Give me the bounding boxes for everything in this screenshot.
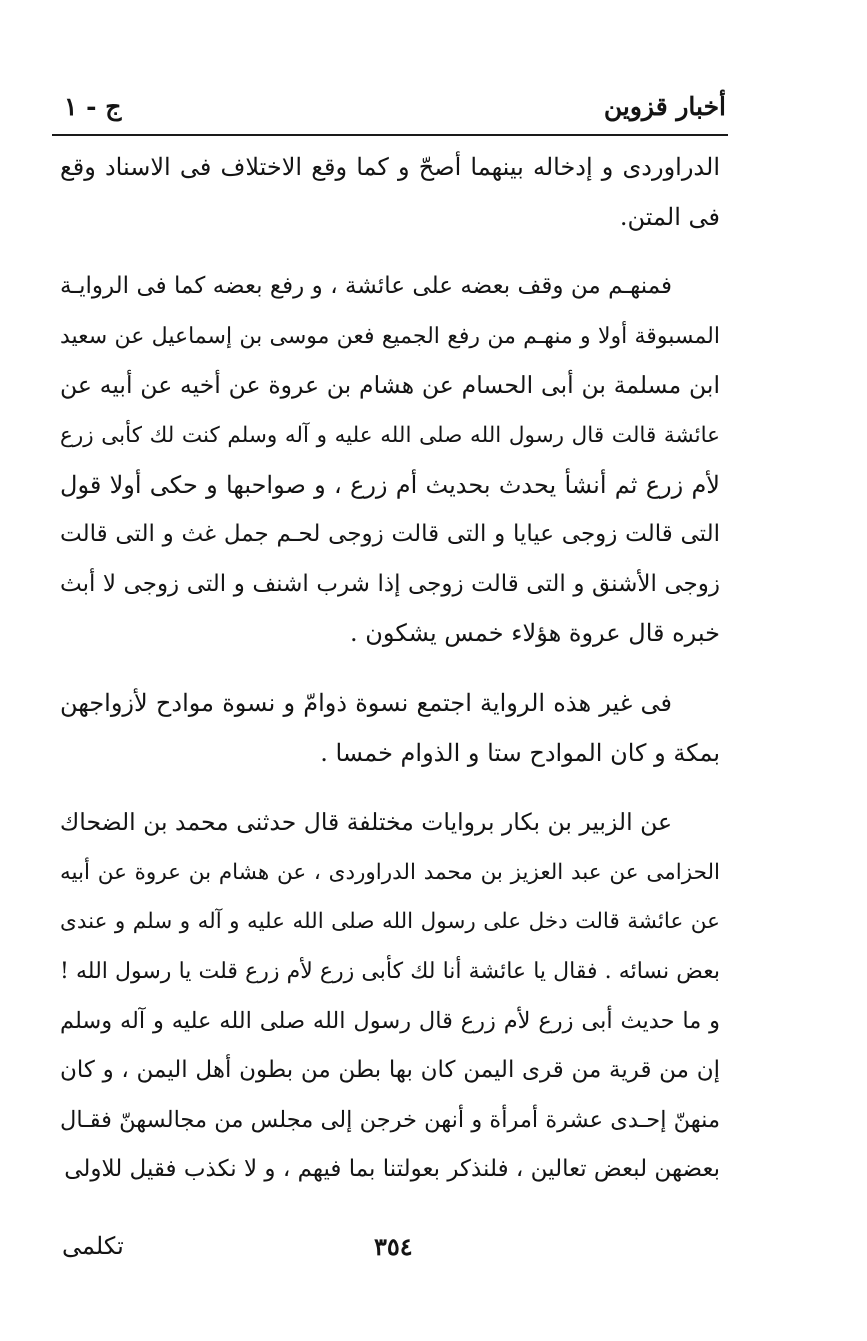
catchword: تكلمى: [62, 1232, 124, 1260]
text-line: إن من قرية من قرى اليمن كان بها بطن من بطون أهل اليمن ، و كان: [60, 1057, 720, 1084]
volume-label: ج - ١: [64, 92, 122, 121]
text-line: عائشة قالت قال رسول الله صلى الله عليه و آله وسلم كنت لك كأبى زرع: [60, 422, 720, 448]
page-header: [56, 86, 726, 134]
page-footer: [56, 1228, 726, 1268]
text-line: الدراوردى و إدخاله بينهما أصحّ و كما وقع الاختلاف فى الاسناد وقع: [60, 153, 720, 181]
paragraph: [60, 798, 720, 1195]
text-line: زوجى الأشنق و التى قالت زوجى إذا شرب اشنف و التى زوجى لا أبث: [60, 570, 720, 597]
text-line: ابن مسلمة بن أبى الحسام عن هشام بن عروة عن أخيه عن أبيه عن: [60, 371, 720, 400]
text-line: المسبوقة أولا و منهـم من رفع الجميع فعن موسى بن إسماعيل عن سعيد: [60, 323, 720, 349]
text-line: بعض نسائه . فقال يا عائشة أنا لك كأبى زرع لأم زرع قلت يا رسول الله !: [60, 958, 720, 984]
text-line: التى قالت زوجى عيايا و التى قالت زوجى لحـم جمل غث و التى قالت: [60, 521, 720, 548]
page-number: ٣٥٤: [374, 1232, 413, 1261]
text-line: الحزامى عن عبد العزيز بن محمد الدراوردى ، عن هشام بن عروة عن أبيه: [60, 859, 720, 885]
text-line: خبره قال عروة هؤلاء خمس يشكون .: [350, 619, 720, 648]
text-line: لأم زرع ثم أنشأ يحدث بحديث أم زرع ، و صواحبها و حكى أولا قول: [60, 470, 720, 499]
running-title: أخبار قزوين: [603, 92, 726, 121]
paragraph: [60, 679, 720, 778]
paragraph: [60, 262, 720, 659]
text-line: عن عائشة قالت دخل على رسول الله صلى الله عليه و آله و سلم و عندى: [60, 909, 720, 935]
text-line: بمكة و كان الموادح ستا و الذوام خمسا .: [320, 738, 720, 767]
text-line: فمنهـم من وقف بعضه على عائشة ، و رفع بعضه كما فى الروايـة: [60, 273, 672, 300]
header-rule: [52, 134, 728, 136]
text-line: فى غير هذه الرواية اجتمع نسوة ذوامّ و نسوة موادح لأزواجهن: [60, 688, 672, 717]
text-line: منهنّ إحـدى عشرة أمرأة و أنهن خرجن إلى مجلس من مجالسهنّ فقـال: [60, 1106, 720, 1133]
text-line: بعضهن لبعض تعالين ، فلنذكر بعولتنا بما فيهم ، و لا نكذب فقيل للاولى: [64, 1156, 720, 1183]
main-text: [60, 143, 720, 1215]
paragraph: [60, 143, 720, 242]
text-line: عن الزبير بن بكار بروايات مختلفة قال حدثنى محمد بن الضحاك: [60, 808, 672, 837]
text-line: فى المتن.: [619, 202, 720, 231]
text-line: و ما حديث أبى زرع لأم زرع قال رسول الله صلى الله عليه و آله وسلم: [60, 1007, 720, 1034]
